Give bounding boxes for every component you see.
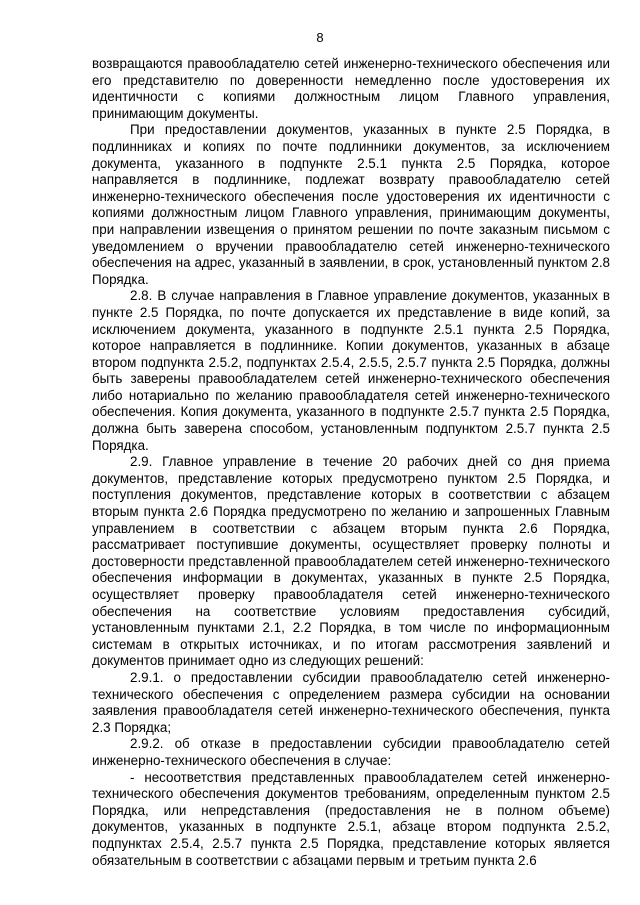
paragraph-refusal-reason: - несоответствия представленных правообладателем сетей инженерно-технического обеспечения документов требованиям, определенным пунктом 2.5 Порядка, или непредставления (предоставления не в полном объеме) документов, указанных в подпункте 2.5.1, абзаце втором подпункта 2.5.2, подпунктах 2.5.4, 2.5.7 пункта 2.5 Порядка, представление которых является обязательным в соответствии с абзацами первым и третьим пункта 2.6 [92,769,610,868]
paragraph-2-9: 2.9. Главное управление в течение 20 рабочих дней со дня приема документов, представление которых предусмотрено пунктом 2.5 Порядка, и поступления документов, представление которых в соответствии с абзацем вторым пункта 2.6 Порядка предусмотрено по желанию и запрошенных Главным управлением в соответствии с абзацем вторым пункта 2.6 Порядка, рассматривает поступившие документы, осуществляет проверку полноты и достоверности представленной правообладателем сетей инженерно-технического обеспечения информации в документах, указанных в пункте 2.5 Порядка, осуществляет проверку правообладателя сетей инженерно-технического обеспечения на соответствие условиям предоставления субсидий, установленным пунктами 2.1, 2.2 Порядка, в том числе по информационным системам в открытых источниках, и по итогам рассмотрения заявлений и документов принимает одно из следующих решений: [92,454,610,669]
paragraph-continuation: возвращаются правообладателю сетей инженерно-технического обеспечения или его представителю по доверенности немедленно после удостоверения их идентичности с копиями должностным лицом Главного управления, принимающим документы. [92,56,610,121]
paragraph-2-8: 2.8. В случае направления в Главное управление документов, указанных в пункте 2.5 Порядка, по почте допускается их представление в виде копий, за исключением документа, указанного в подпункте 2.5.1 пункта 2.5 Порядка, которое направляется в подлиннике. Копии документов, указанных в абзаце втором подпункта 2.5.2, подпунктах 2.5.4, 2.5.5, 2.5.7 пункта 2.5 Порядка, должны быть заверены правообладателем сетей инженерно-технического обеспечения либо нотариально по желанию правообладателя сетей инженерно-технического обеспечения. Копия документа, указанного в подпункте 2.5.7 пункта 2.5 Порядка, должна быть заверена способом, установленным подпунктом 2.5.7 пункта 2.5 Порядка. [92,288,610,453]
paragraph-2-9-2: 2.9.2. об отказе в предоставлении субсидии правообладателю сетей инженерно-технического обеспечения в случае: [92,736,610,768]
page-number: 8 [316,30,324,45]
paragraph-return-of-originals: При предоставлении документов, указанных в пункте 2.5 Порядка, в подлинниках и копиях по почте подлинники документов, за исключением документа, указанного в подпункте 2.5.1 пункта 2.5 Порядка, которое направляется в подлиннике, подлежат возврату правообладателю сетей инженерно-технического обеспечения после удостоверения их идентичности с копиями должностным лицом Главного управления, принимающим документы, при направлении извещения о принятом решении по почте заказным письмом с уведомлением о вручении правообладателю сетей инженерно-технического обеспечения на адрес, указанный в заявлении, в срок, установленный пунктом 2.8 Порядка. [92,122,610,287]
document-body [92,56,610,869]
paragraph-2-9-1: 2.9.1. о предоставлении субсидии правообладателю сетей инженерно-технического обеспечения с определением размера субсидии на основании заявления правообладателя сетей инженерно-технического обеспечения, пункта 2.3 Порядка; [92,669,610,735]
